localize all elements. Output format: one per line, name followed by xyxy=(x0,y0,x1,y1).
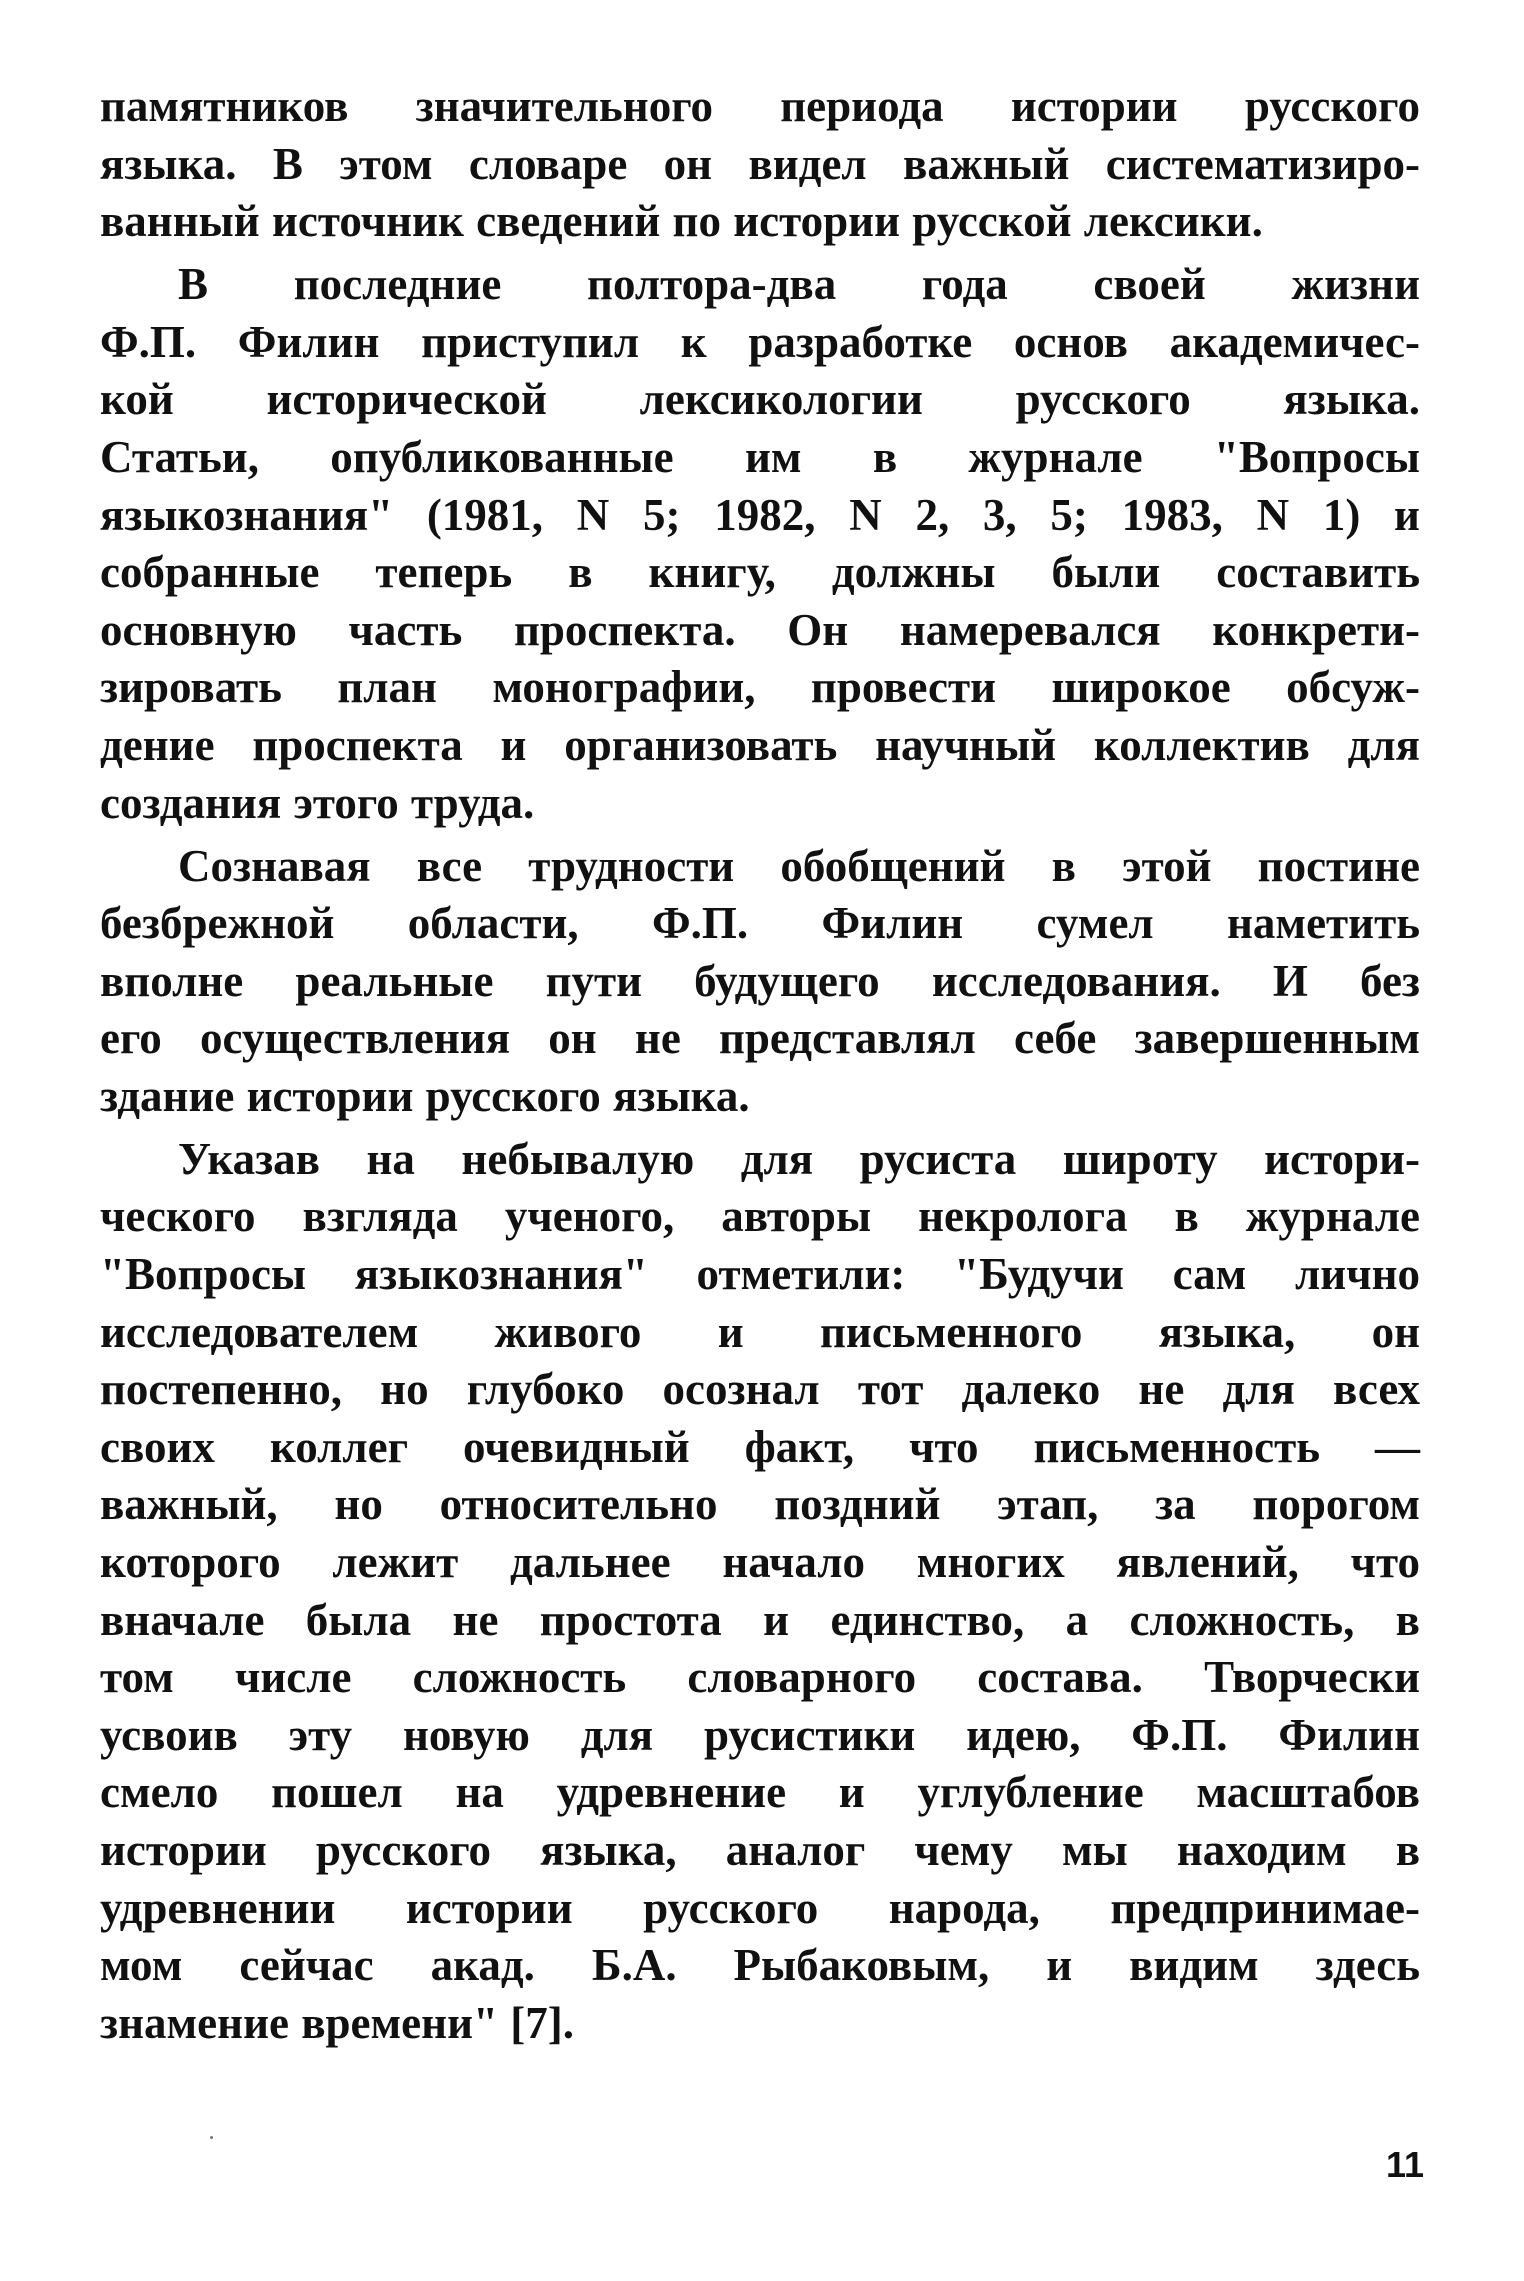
text-line: языка. В этом словаре он видел важный систематизиро- xyxy=(100,138,1420,189)
text-line: Статьи, опубликованные им в журнале "Вопросы xyxy=(100,431,1420,482)
text-line: постепенно, но глубоко осознал тот далеко не для всех xyxy=(100,1364,1420,1415)
text-line: вначале была не простота и единство, а сложность, в xyxy=(100,1594,1420,1645)
page-number: 11 xyxy=(1386,2144,1425,2185)
text-line: здание истории русского языка. xyxy=(100,1070,750,1121)
text-line: усвоив эту новую для русистики идею, Ф.П. Филин xyxy=(100,1709,1420,1760)
paragraph xyxy=(100,1131,1420,2053)
text-line: кой исторической лексикологии русского языка. xyxy=(100,374,1420,425)
text-line: "Вопросы языкознания" отметили: "Будучи сам лично xyxy=(100,1249,1420,1300)
scan-speck xyxy=(210,2136,213,2139)
text-line: знамение времени" [7]. xyxy=(100,1997,574,2048)
paragraph xyxy=(100,838,1420,1126)
text-line: памятников значительного периода истории русского xyxy=(100,81,1420,131)
text-line: безбрежной области, Ф.П. Филин сумел наметить xyxy=(100,898,1420,949)
text-line: которого лежит дальнее начало многих явлений, что xyxy=(100,1537,1420,1588)
text-line: основную часть проспекта. Он намеревался конкрети- xyxy=(100,604,1420,655)
text-line: Ф.П. Филин приступил к разработке основ академичес- xyxy=(100,316,1420,367)
text-line: Указав на небывалую для русиста широту истори- xyxy=(178,1133,1420,1184)
text-line: том числе сложность словарного состава. Творчески xyxy=(100,1652,1420,1703)
text-line: мом сейчас акад. Б.А. Рыбаковым, и видим здесь xyxy=(100,1940,1420,1991)
text-line: Сознавая все трудности обобщений в этой постине xyxy=(178,840,1420,891)
paragraph xyxy=(100,256,1420,832)
text-line: создания этого труда. xyxy=(100,777,535,828)
text-line: его осуществления он не представлял себе завершенным xyxy=(100,1013,1420,1064)
text-line: дение проспекта и организовать научный коллектив для xyxy=(100,719,1420,770)
text-line: В последние полтора-два года своей жизни xyxy=(178,259,1420,310)
text-line: истории русского языка, аналог чему мы находим в xyxy=(100,1824,1420,1875)
text-line: собранные теперь в книгу, должны были составить xyxy=(100,547,1420,598)
text-line: вполне реальные пути будущего исследования. И без xyxy=(100,955,1420,1006)
page-body xyxy=(100,78,1420,2052)
text-line: своих коллег очевидный факт, что письменность — xyxy=(100,1421,1420,1472)
text-line: исследователем живого и письменного языка, он xyxy=(100,1306,1420,1357)
text-line: удревнении истории русского народа, предпринимае- xyxy=(100,1882,1420,1933)
text-line: зировать план монографии, провести широкое обсуж- xyxy=(100,662,1420,713)
text-line: ванный источник сведений по истории русской лексики. xyxy=(100,196,1263,247)
text-line: важный, но относительно поздний этап, за порогом xyxy=(100,1479,1420,1530)
text-line: смело пошел на удревнение и углубление масштабов xyxy=(100,1767,1420,1818)
paragraph xyxy=(100,78,1420,251)
text-line: ческого взгляда ученого, авторы некролога в журнале xyxy=(100,1191,1420,1242)
text-line: языкознания" (1981, N 5; 1982, N 2, 3, 5; 1983, N 1) и xyxy=(100,489,1420,540)
